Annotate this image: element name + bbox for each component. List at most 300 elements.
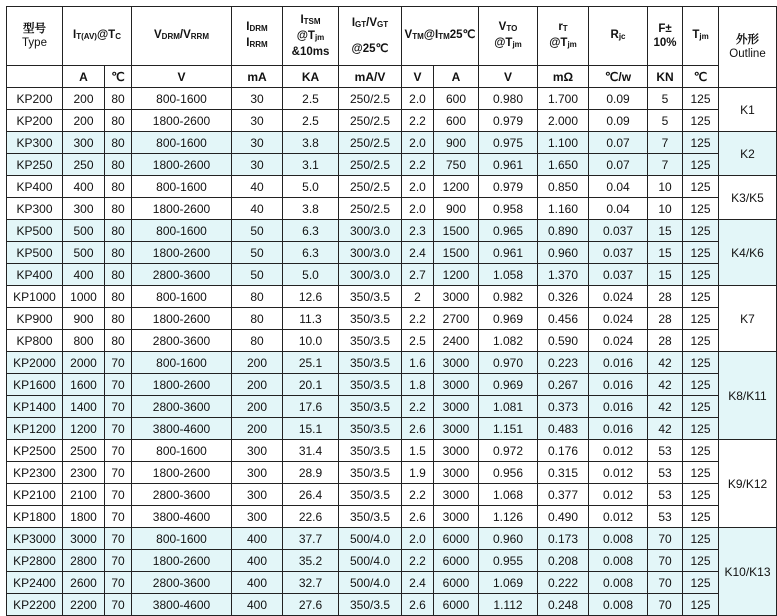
table-cell: 0.979 xyxy=(479,110,538,132)
spec-table xyxy=(6,6,777,616)
table-cell: 80 xyxy=(105,88,132,110)
table-cell: 2.5 xyxy=(283,88,339,110)
table-cell: 0.969 xyxy=(479,308,538,330)
table-cell: 5.0 xyxy=(283,264,339,286)
outline-cell: K2 xyxy=(719,132,777,176)
table-row xyxy=(7,308,777,330)
table-cell: 800-1600 xyxy=(132,352,232,374)
table-cell: 300/3.0 xyxy=(339,220,402,242)
table-cell: 250/2.5 xyxy=(339,176,402,198)
table-row xyxy=(7,374,777,396)
table-cell: KP300 xyxy=(7,198,63,220)
table-cell: 80 xyxy=(105,330,132,352)
table-cell: 2.4 xyxy=(402,572,434,594)
table-row xyxy=(7,396,777,418)
table-cell: 1.069 xyxy=(479,572,538,594)
table-cell: 500 xyxy=(63,220,105,242)
table-cell: 2.5 xyxy=(283,110,339,132)
table-row xyxy=(7,484,777,506)
table-cell: 300/3.0 xyxy=(339,242,402,264)
table-cell: 200 xyxy=(63,88,105,110)
table-cell: 1200 xyxy=(434,176,479,198)
table-cell: KP400 xyxy=(7,264,63,286)
table-cell: 200 xyxy=(63,110,105,132)
table-cell: 0.483 xyxy=(538,418,589,440)
table-cell: KP2800 xyxy=(7,550,63,572)
table-row xyxy=(7,264,777,286)
table-cell: 70 xyxy=(105,594,132,616)
table-cell: 1800-2600 xyxy=(132,198,232,220)
table-cell: 28 xyxy=(648,308,683,330)
table-cell: 80 xyxy=(105,110,132,132)
col-f: F± 10% xyxy=(648,7,683,66)
table-cell: 3000 xyxy=(434,374,479,396)
unit-cell: KA xyxy=(283,66,339,88)
table-cell: 0.979 xyxy=(479,176,538,198)
unit-cell: ℃ xyxy=(683,66,719,88)
table-cell: 70 xyxy=(105,572,132,594)
table-cell: 1.100 xyxy=(538,132,589,154)
table-cell: 350/3.5 xyxy=(339,308,402,330)
table-cell: 800 xyxy=(63,330,105,352)
table-cell: KP200 xyxy=(7,88,63,110)
unit-cell: A xyxy=(63,66,105,88)
unit-cell: mA xyxy=(232,66,283,88)
table-cell: KP200 xyxy=(7,110,63,132)
table-cell: 1200 xyxy=(434,264,479,286)
table-cell: 350/3.5 xyxy=(339,396,402,418)
table-cell: 900 xyxy=(434,198,479,220)
table-cell: 2.2 xyxy=(402,484,434,506)
table-cell: 350/3.5 xyxy=(339,594,402,616)
table-cell: 300 xyxy=(63,198,105,220)
table-cell: 0.315 xyxy=(538,462,589,484)
table-cell: 300 xyxy=(232,506,283,528)
table-cell: 0.590 xyxy=(538,330,589,352)
table-cell: 2200 xyxy=(63,594,105,616)
table-cell: KP250 xyxy=(7,154,63,176)
table-cell: 0.960 xyxy=(538,242,589,264)
table-cell: 80 xyxy=(105,132,132,154)
table-cell: 7 xyxy=(648,154,683,176)
table-cell: 800-1600 xyxy=(132,176,232,198)
table-cell: 2800 xyxy=(63,550,105,572)
table-cell: 70 xyxy=(105,484,132,506)
table-cell: 1800-2600 xyxy=(132,550,232,572)
col-vto: $V_{TO}$ $@T_{jm}$ xyxy=(479,7,538,66)
table-cell: 0.037 xyxy=(589,264,648,286)
table-cell: 11.3 xyxy=(283,308,339,330)
table-cell: 3.1 xyxy=(283,154,339,176)
table-cell: 2600 xyxy=(63,572,105,594)
table-cell: 3800-4600 xyxy=(132,418,232,440)
table-cell: 0.208 xyxy=(538,550,589,572)
table-cell: 0.024 xyxy=(589,286,648,308)
table-cell: 2.000 xyxy=(538,110,589,132)
table-cell: 0.07 xyxy=(589,154,648,176)
table-cell: 1800-2600 xyxy=(132,308,232,330)
table-row xyxy=(7,220,777,242)
table-cell: 6000 xyxy=(434,572,479,594)
table-cell: 125 xyxy=(683,528,719,550)
col-rt: $r_T$ $@T_{jm}$ xyxy=(538,7,589,66)
table-cell: 3000 xyxy=(434,484,479,506)
table-row xyxy=(7,176,777,198)
table-cell: 17.6 xyxy=(283,396,339,418)
table-cell: 70 xyxy=(105,418,132,440)
table-cell: 2.2 xyxy=(402,154,434,176)
table-cell: KP2000 xyxy=(7,352,63,374)
table-cell: 6.3 xyxy=(283,220,339,242)
table-cell: 0.961 xyxy=(479,242,538,264)
table-cell: 250 xyxy=(63,154,105,176)
table-cell: 3000 xyxy=(434,286,479,308)
table-cell: 5 xyxy=(648,88,683,110)
table-cell: 0.965 xyxy=(479,220,538,242)
unit-cell: mΩ xyxy=(538,66,589,88)
table-cell: 125 xyxy=(683,374,719,396)
table-cell: 6000 xyxy=(434,528,479,550)
table-cell: 400 xyxy=(232,550,283,572)
table-cell: 10.0 xyxy=(283,330,339,352)
table-row xyxy=(7,528,777,550)
table-cell: 750 xyxy=(434,154,479,176)
unit-cell: V xyxy=(479,66,538,88)
table-cell: 70 xyxy=(648,572,683,594)
table-row xyxy=(7,594,777,616)
table-cell: 1200 xyxy=(63,418,105,440)
table-cell: 1.370 xyxy=(538,264,589,286)
table-cell: 2400 xyxy=(434,330,479,352)
table-cell: 0.176 xyxy=(538,440,589,462)
table-cell: 350/3.5 xyxy=(339,286,402,308)
table-cell: 2300 xyxy=(63,462,105,484)
table-cell: 800-1600 xyxy=(132,88,232,110)
table-cell: 0.037 xyxy=(589,242,648,264)
table-cell: 53 xyxy=(648,462,683,484)
table-cell: 0.008 xyxy=(589,550,648,572)
col-rjc: $R_{jc}$ xyxy=(589,7,648,66)
table-cell: 1800-2600 xyxy=(132,242,232,264)
table-cell: 0.267 xyxy=(538,374,589,396)
table-cell: 1.6 xyxy=(402,352,434,374)
table-cell: 0.173 xyxy=(538,528,589,550)
table-cell: 70 xyxy=(105,374,132,396)
table-cell: 0.037 xyxy=(589,220,648,242)
table-cell: 80 xyxy=(232,286,283,308)
col-idrm-irrm: $I_{DRM}$ $I_{RRM}$ xyxy=(232,7,283,66)
table-cell: 53 xyxy=(648,484,683,506)
table-cell: 42 xyxy=(648,396,683,418)
table-cell: 2800-3600 xyxy=(132,484,232,506)
table-cell: 900 xyxy=(63,308,105,330)
table-cell: 50 xyxy=(232,242,283,264)
table-cell: KP500 xyxy=(7,220,63,242)
table-cell: 125 xyxy=(683,286,719,308)
table-cell: 1800-2600 xyxy=(132,154,232,176)
table-cell: 1800-2600 xyxy=(132,462,232,484)
table-cell: 1.082 xyxy=(479,330,538,352)
table-cell: 0.850 xyxy=(538,176,589,198)
table-cell: 3800-4600 xyxy=(132,506,232,528)
table-cell: 70 xyxy=(105,440,132,462)
table-cell: 3000 xyxy=(434,418,479,440)
table-cell: 0.07 xyxy=(589,132,648,154)
table-cell: KP2500 xyxy=(7,440,63,462)
table-cell: 2000 xyxy=(63,352,105,374)
table-cell: 0.490 xyxy=(538,506,589,528)
table-cell: 3000 xyxy=(63,528,105,550)
table-cell: 15 xyxy=(648,242,683,264)
table-cell: 0.222 xyxy=(538,572,589,594)
table-cell: 42 xyxy=(648,352,683,374)
col-outline: 外形 Outline xyxy=(719,7,777,88)
table-cell: 3800-4600 xyxy=(132,594,232,616)
table-cell: KP1600 xyxy=(7,374,63,396)
table-cell: 600 xyxy=(434,88,479,110)
table-cell: 500/4.0 xyxy=(339,572,402,594)
table-cell: 125 xyxy=(683,594,719,616)
table-cell: 0.012 xyxy=(589,506,648,528)
table-cell: 250/2.5 xyxy=(339,154,402,176)
table-cell: 0.982 xyxy=(479,286,538,308)
table-cell: 28 xyxy=(648,330,683,352)
table-cell: 2.6 xyxy=(402,418,434,440)
table-cell: 0.016 xyxy=(589,374,648,396)
table-row xyxy=(7,88,777,110)
table-cell: 2.6 xyxy=(402,594,434,616)
table-row xyxy=(7,154,777,176)
table-cell: 125 xyxy=(683,242,719,264)
table-cell: 42 xyxy=(648,418,683,440)
table-cell: 0.980 xyxy=(479,88,538,110)
table-cell: KP300 xyxy=(7,132,63,154)
table-cell: 80 xyxy=(232,308,283,330)
table-cell: 2.0 xyxy=(402,88,434,110)
col-type: 型号 Type xyxy=(7,7,63,66)
table-cell: 0.975 xyxy=(479,132,538,154)
table-cell: 20.1 xyxy=(283,374,339,396)
table-cell: 2.6 xyxy=(402,506,434,528)
table-cell: 800-1600 xyxy=(132,220,232,242)
table-cell: 0.373 xyxy=(538,396,589,418)
table-cell: 125 xyxy=(683,198,719,220)
table-cell: 6000 xyxy=(434,550,479,572)
table-cell: 42 xyxy=(648,374,683,396)
table-row xyxy=(7,572,777,594)
table-cell: 300 xyxy=(232,440,283,462)
table-cell: 125 xyxy=(683,418,719,440)
col-vtm: $V_{TM}@I_{TM}25℃$ xyxy=(402,7,479,66)
table-cell: 27.6 xyxy=(283,594,339,616)
table-cell: 125 xyxy=(683,264,719,286)
table-cell: 1400 xyxy=(63,396,105,418)
table-cell: 26.4 xyxy=(283,484,339,506)
table-cell: 2800-3600 xyxy=(132,330,232,352)
table-cell: 80 xyxy=(232,330,283,352)
table-cell: 37.7 xyxy=(283,528,339,550)
table-cell: 6000 xyxy=(434,594,479,616)
table-cell: 30 xyxy=(232,110,283,132)
table-cell: 200 xyxy=(232,396,283,418)
table-cell: 1.160 xyxy=(538,198,589,220)
spec-body xyxy=(7,88,777,616)
unit-cell: V xyxy=(402,66,434,88)
table-cell: 250/2.5 xyxy=(339,110,402,132)
table-cell: 80 xyxy=(105,220,132,242)
table-row xyxy=(7,352,777,374)
table-cell: 800-1600 xyxy=(132,528,232,550)
table-cell: 125 xyxy=(683,110,719,132)
unit-cell: V xyxy=(132,66,232,88)
table-cell: 400 xyxy=(63,264,105,286)
unit-cell: KN xyxy=(648,66,683,88)
table-cell: 400 xyxy=(232,572,283,594)
table-cell: 15 xyxy=(648,220,683,242)
table-cell: 80 xyxy=(105,286,132,308)
table-cell: 1.081 xyxy=(479,396,538,418)
table-cell: 900 xyxy=(434,132,479,154)
table-cell: 2.7 xyxy=(402,264,434,286)
table-cell: 1800-2600 xyxy=(132,374,232,396)
table-cell: 0.248 xyxy=(538,594,589,616)
table-cell: 2800-3600 xyxy=(132,264,232,286)
table-cell: 2.0 xyxy=(402,132,434,154)
table-cell: 30 xyxy=(232,132,283,154)
table-cell: 125 xyxy=(683,506,719,528)
table-cell: 0.970 xyxy=(479,352,538,374)
table-cell: 350/3.5 xyxy=(339,374,402,396)
table-cell: 0.955 xyxy=(479,550,538,572)
table-cell: 125 xyxy=(683,572,719,594)
table-cell: 22.6 xyxy=(283,506,339,528)
table-cell: 70 xyxy=(648,528,683,550)
col-vdrm-vrrm: $V_{DRM}/V_{RRM}$ xyxy=(132,7,232,66)
table-cell: 2.0 xyxy=(402,198,434,220)
header-row xyxy=(7,7,777,66)
table-cell: 0.024 xyxy=(589,330,648,352)
table-cell: 0.326 xyxy=(538,286,589,308)
table-cell: 2.4 xyxy=(402,242,434,264)
table-cell: 3000 xyxy=(434,352,479,374)
col-itav: $I_{T(AV)}@T_C$ xyxy=(63,7,132,66)
table-cell: 80 xyxy=(105,154,132,176)
table-cell: 350/3.5 xyxy=(339,440,402,462)
table-cell: 250/2.5 xyxy=(339,88,402,110)
table-cell: 12.6 xyxy=(283,286,339,308)
table-row xyxy=(7,110,777,132)
table-cell: KP900 xyxy=(7,308,63,330)
table-cell: 500 xyxy=(63,242,105,264)
table-cell: 200 xyxy=(232,374,283,396)
unit-cell: A xyxy=(434,66,479,88)
col-itsm: $I_{TSM}$ $@T_{jm}$ &10ms xyxy=(283,7,339,66)
outline-cell: K4/K6 xyxy=(719,220,777,286)
unit-cell xyxy=(7,66,63,88)
table-cell: KP1400 xyxy=(7,396,63,418)
table-cell: KP3000 xyxy=(7,528,63,550)
table-cell: 0.956 xyxy=(479,462,538,484)
table-cell: 25.1 xyxy=(283,352,339,374)
table-cell: 400 xyxy=(63,176,105,198)
table-cell: 125 xyxy=(683,176,719,198)
table-row xyxy=(7,462,777,484)
table-cell: 0.377 xyxy=(538,484,589,506)
table-cell: KP2300 xyxy=(7,462,63,484)
table-cell: 800-1600 xyxy=(132,286,232,308)
table-cell: 1.8 xyxy=(402,374,434,396)
outline-cell: K7 xyxy=(719,286,777,352)
table-cell: 2100 xyxy=(63,484,105,506)
table-cell: 1.112 xyxy=(479,594,538,616)
table-cell: 35.2 xyxy=(283,550,339,572)
table-cell: 0.008 xyxy=(589,528,648,550)
table-cell: 125 xyxy=(683,352,719,374)
table-cell: 2800-3600 xyxy=(132,396,232,418)
table-cell: 2.2 xyxy=(402,396,434,418)
table-cell: 0.972 xyxy=(479,440,538,462)
table-cell: 2500 xyxy=(63,440,105,462)
table-cell: 1.9 xyxy=(402,462,434,484)
table-cell: 0.016 xyxy=(589,418,648,440)
table-cell: 0.04 xyxy=(589,198,648,220)
table-cell: 0.223 xyxy=(538,352,589,374)
table-cell: 0.960 xyxy=(479,528,538,550)
unit-cell: mA/V xyxy=(339,66,402,88)
table-cell: 80 xyxy=(105,264,132,286)
table-cell: 2700 xyxy=(434,308,479,330)
table-cell: 3000 xyxy=(434,396,479,418)
table-cell: 1600 xyxy=(63,374,105,396)
table-cell: 350/3.5 xyxy=(339,506,402,528)
units-row xyxy=(7,66,777,88)
table-cell: 125 xyxy=(683,132,719,154)
table-cell: 500/4.0 xyxy=(339,550,402,572)
table-cell: 1000 xyxy=(63,286,105,308)
table-cell: 80 xyxy=(105,242,132,264)
table-cell: 28 xyxy=(648,286,683,308)
table-cell: 2.5 xyxy=(402,330,434,352)
table-cell: 5 xyxy=(648,110,683,132)
table-cell: 125 xyxy=(683,220,719,242)
table-cell: 80 xyxy=(105,176,132,198)
table-cell: 3000 xyxy=(434,506,479,528)
table-cell: 2 xyxy=(402,286,434,308)
table-cell: 40 xyxy=(232,198,283,220)
table-cell: 0.024 xyxy=(589,308,648,330)
table-cell: 350/3.5 xyxy=(339,418,402,440)
table-cell: KP400 xyxy=(7,176,63,198)
table-cell: 0.04 xyxy=(589,176,648,198)
table-cell: 5.0 xyxy=(283,176,339,198)
table-cell: KP1200 xyxy=(7,418,63,440)
table-cell: 70 xyxy=(105,506,132,528)
table-cell: 125 xyxy=(683,330,719,352)
table-cell: 2.0 xyxy=(402,176,434,198)
table-cell: 1.058 xyxy=(479,264,538,286)
unit-cell: ℃/w xyxy=(589,66,648,88)
table-cell: 2.3 xyxy=(402,220,434,242)
table-cell: 300/3.0 xyxy=(339,264,402,286)
table-cell: 125 xyxy=(683,550,719,572)
table-row xyxy=(7,418,777,440)
table-cell: 125 xyxy=(683,154,719,176)
table-cell: 125 xyxy=(683,484,719,506)
table-cell: 70 xyxy=(105,462,132,484)
table-cell: 32.7 xyxy=(283,572,339,594)
table-cell: 80 xyxy=(105,198,132,220)
table-cell: 250/2.5 xyxy=(339,132,402,154)
